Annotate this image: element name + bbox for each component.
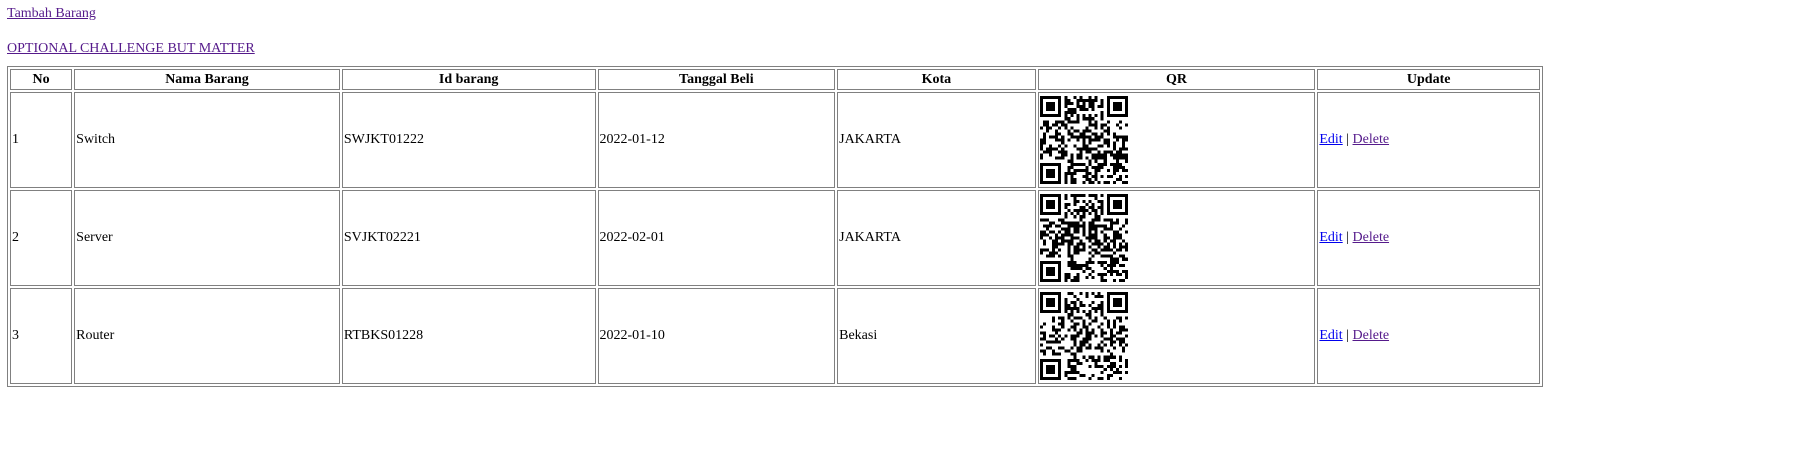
header-tanggal-beli: Tanggal Beli xyxy=(598,69,836,90)
qr-code-icon xyxy=(1040,96,1128,184)
cell-nama-barang: Switch xyxy=(74,92,340,188)
header-qr: QR xyxy=(1038,69,1316,90)
items-table xyxy=(7,66,1543,387)
cell-no: 3 xyxy=(10,288,72,384)
action-separator: | xyxy=(1346,328,1350,343)
header-no: No xyxy=(10,69,72,90)
header-id-barang: Id barang xyxy=(342,69,596,90)
cell-qr xyxy=(1038,288,1316,384)
header-row xyxy=(10,69,1540,90)
cell-id-barang: SVJKT02221 xyxy=(342,190,596,286)
edit-link[interactable]: Edit xyxy=(1319,230,1343,245)
cell-kota: JAKARTA xyxy=(837,92,1036,188)
table-row xyxy=(10,92,1540,188)
delete-link[interactable]: Delete xyxy=(1352,230,1390,245)
cell-update xyxy=(1317,190,1540,286)
qr-code-icon xyxy=(1040,292,1128,380)
edit-link[interactable]: Edit xyxy=(1319,132,1343,147)
edit-link[interactable]: Edit xyxy=(1319,328,1343,343)
cell-tanggal-beli: 2022-02-01 xyxy=(598,190,836,286)
delete-link[interactable]: Delete xyxy=(1352,328,1390,343)
delete-link[interactable]: Delete xyxy=(1352,132,1390,147)
cell-update xyxy=(1317,288,1540,384)
cell-id-barang: SWJKT01222 xyxy=(342,92,596,188)
cell-nama-barang: Server xyxy=(74,190,340,286)
cell-tanggal-beli: 2022-01-10 xyxy=(598,288,836,384)
table-row xyxy=(10,190,1540,286)
cell-tanggal-beli: 2022-01-12 xyxy=(598,92,836,188)
header-update: Update xyxy=(1317,69,1540,90)
cell-qr xyxy=(1038,92,1316,188)
header-nama-barang: Nama Barang xyxy=(74,69,340,90)
cell-kota: JAKARTA xyxy=(837,190,1036,286)
add-item-link[interactable]: Tambah Barang xyxy=(7,6,96,21)
optional-challenge-link[interactable]: OPTIONAL CHALLENGE BUT MATTER xyxy=(7,41,255,56)
cell-no: 2 xyxy=(10,190,72,286)
qr-code-icon xyxy=(1040,194,1128,282)
cell-kota: Bekasi xyxy=(837,288,1036,384)
cell-id-barang: RTBKS01228 xyxy=(342,288,596,384)
cell-qr xyxy=(1038,190,1316,286)
header-kota: Kota xyxy=(837,69,1036,90)
cell-no: 1 xyxy=(10,92,72,188)
cell-nama-barang: Router xyxy=(74,288,340,384)
action-separator: | xyxy=(1346,132,1350,147)
table-row xyxy=(10,288,1540,384)
action-separator: | xyxy=(1346,230,1350,245)
cell-update xyxy=(1317,92,1540,188)
